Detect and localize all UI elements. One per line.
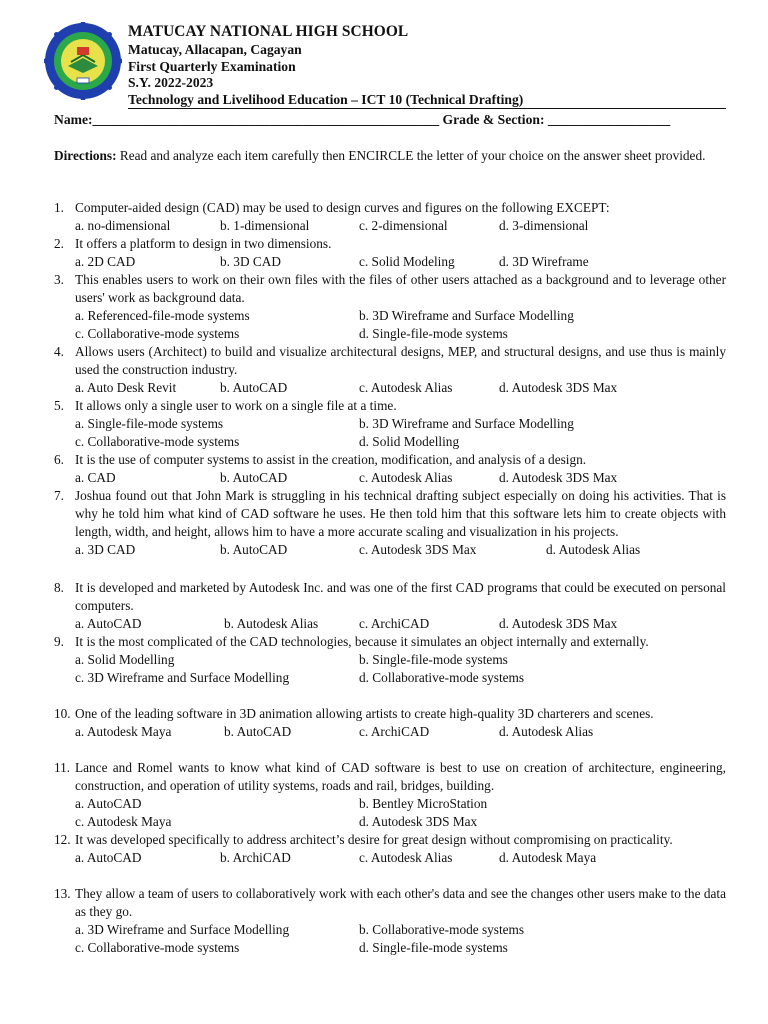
school-year: S.Y. 2022-2023	[128, 75, 214, 90]
question-number: 1.	[54, 200, 64, 215]
question-number: 12.	[54, 832, 71, 847]
option-d: d. Autodesk Alias	[546, 542, 641, 557]
option-c: c. Autodesk 3DS Max	[359, 542, 477, 557]
option-b: b. 3D Wireframe and Surface Modelling	[359, 308, 574, 323]
name-grade-section-line: Name:___________________________________________________ Grade & Section: __________________	[54, 112, 671, 127]
answer-options	[75, 615, 726, 633]
header-divider	[128, 108, 726, 109]
question-stem: Allows users (Architect) to build and visualize architectural designs, MEP, and structural designs, and use thus is mainly used the construction industry.	[75, 344, 726, 377]
option-a: a. Solid Modelling	[75, 652, 175, 667]
option-d: d. Autodesk Alias	[499, 724, 594, 739]
answer-options	[75, 723, 726, 741]
answer-options	[75, 541, 726, 559]
question-stem: It offers a platform to design in two dimensions.	[75, 236, 332, 251]
answer-options	[75, 849, 726, 867]
option-b: b. Single-file-mode systems	[359, 652, 508, 667]
option-a: a. Auto Desk Revit	[75, 380, 177, 395]
option-a: a. Autodesk Maya	[75, 724, 172, 739]
question-stem: This enables users to work on their own files with the files of other users attached as a background and to leverage other users' work as background data.	[75, 272, 726, 305]
option-b: b. 3D CAD	[220, 254, 281, 269]
option-c: c. ArchiCAD	[359, 616, 430, 631]
question-item	[54, 271, 726, 343]
question-number: 13.	[54, 886, 71, 901]
answer-options	[75, 307, 726, 325]
option-c: c. Collaborative-mode systems	[75, 940, 240, 955]
option-b: b. ArchiCAD	[220, 850, 291, 865]
option-a: a. 3D Wireframe and Surface Modelling	[75, 922, 290, 937]
directions-text: Read and analyze each item carefully then ENCIRCLE the letter of your choice on the answer sheet provided.	[116, 148, 706, 163]
question-stem: It is the use of computer systems to assist in the creation, modification, and analysis of a design.	[75, 452, 587, 467]
question-stem: It is the most complicated of the CAD technologies, because it simulates an object internally and externally.	[75, 634, 649, 649]
answer-options	[75, 325, 726, 343]
option-b: b. AutoCAD	[224, 724, 292, 739]
question-stem: It allows only a single user to work on a single file at a time.	[75, 398, 397, 413]
option-d: d. Single-file-mode systems	[359, 326, 508, 341]
question-item	[54, 885, 726, 957]
answer-options	[75, 253, 726, 271]
question-stem: Joshua found out that John Mark is struggling in his technical drafting subject especially on doing his activities. That is why he told him what kind of CAD software he uses. He then told him that this software lets him to create objects with length, width, and height, allows him to have a more accurate scaling and visualization in his projects.	[75, 488, 726, 539]
option-d: d. Autodesk Maya	[499, 850, 597, 865]
option-c: c. 3D Wireframe and Surface Modelling	[75, 670, 290, 685]
question-item	[54, 579, 726, 633]
option-d: d. 3-dimensional	[499, 218, 589, 233]
option-a: a. Referenced-file-mode systems	[75, 308, 250, 323]
exam-title: First Quarterly Examination	[128, 59, 296, 74]
answer-options	[75, 939, 726, 957]
question-item	[54, 397, 726, 451]
option-a: a. 3D CAD	[75, 542, 136, 557]
school-name: MATUCAY NATIONAL HIGH SCHOOL	[128, 23, 409, 40]
option-d: d. 3D Wireframe	[499, 254, 589, 269]
question-stem: It is developed and marketed by Autodesk Inc. and was one of the first CAD programs that could be executed on personal computers.	[75, 580, 726, 613]
subject-title: Technology and Livelihood Education – ICT 10 (Technical Drafting)	[128, 92, 524, 107]
question-number: 3.	[54, 272, 64, 287]
option-a: a. AutoCAD	[75, 850, 142, 865]
option-a: a. no-dimensional	[75, 218, 171, 233]
question-item	[54, 487, 726, 559]
directions-label: Directions:	[54, 148, 117, 163]
option-d: d. Autodesk 3DS Max	[499, 470, 618, 485]
option-a: a. AutoCAD	[75, 616, 142, 631]
option-b: b. AutoCAD	[220, 380, 288, 395]
option-c: c. 2-dimensional	[359, 218, 448, 233]
option-b: b. 1-dimensional	[220, 218, 310, 233]
option-d: d. Autodesk 3DS Max	[359, 814, 478, 829]
option-d: d. Autodesk 3DS Max	[499, 616, 618, 631]
option-c: c. Autodesk Alias	[359, 850, 453, 865]
question-item	[54, 343, 726, 397]
option-d: d. Solid Modelling	[359, 434, 460, 449]
question-item	[54, 759, 726, 831]
directions	[54, 147, 726, 165]
answer-options	[75, 379, 726, 397]
option-c: c. Autodesk Alias	[359, 380, 453, 395]
question-stem: It was developed specifically to address architect’s desire for great design without compromising on practicality.	[75, 832, 673, 847]
option-b: b. Autodesk Alias	[224, 616, 319, 631]
question-number: 7.	[54, 488, 64, 503]
answer-options	[75, 669, 726, 687]
school-seal-icon	[44, 22, 122, 100]
question-stem: Computer-aided design (CAD) may be used to design curves and figures on the following EXCEPT:	[75, 200, 610, 215]
question-stem: Lance and Romel wants to know what kind of CAD software is best to use on creation of architecture, engineering, construction, and operation of utility systems, roads and rail, bridges, building.	[75, 760, 726, 793]
question-number: 11.	[54, 760, 71, 775]
question-number: 6.	[54, 452, 64, 467]
question-number: 4.	[54, 344, 64, 359]
option-b: b. AutoCAD	[220, 542, 288, 557]
question-item	[54, 199, 726, 235]
option-a: a. AutoCAD	[75, 796, 142, 811]
option-b: b. Collaborative-mode systems	[359, 922, 525, 937]
answer-options	[75, 813, 726, 831]
question-number: 9.	[54, 634, 64, 649]
answer-options	[75, 469, 726, 487]
question-item	[54, 705, 726, 741]
option-d: d. Autodesk 3DS Max	[499, 380, 618, 395]
answer-options	[75, 921, 726, 939]
school-address: Matucay, Allacapan, Cagayan	[128, 42, 302, 57]
question-item	[54, 633, 726, 687]
option-c: c. Collaborative-mode systems	[75, 326, 240, 341]
option-b: b. 3D Wireframe and Surface Modelling	[359, 416, 574, 431]
option-c: c. Solid Modeling	[359, 254, 455, 269]
answer-options	[75, 795, 726, 813]
option-a: a. 2D CAD	[75, 254, 136, 269]
question-number: 2.	[54, 236, 64, 251]
question-stem: They allow a team of users to collaboratively work with each other's data and see the changes other users make to the data as they go.	[75, 886, 726, 919]
answer-options	[75, 217, 726, 235]
question-number: 10.	[54, 706, 71, 721]
question-item	[54, 451, 726, 487]
option-d: d. Collaborative-mode systems	[359, 670, 525, 685]
option-d: d. Single-file-mode systems	[359, 940, 508, 955]
question-number: 5.	[54, 398, 64, 413]
answer-options	[75, 433, 726, 451]
option-a: a. Single-file-mode systems	[75, 416, 224, 431]
question-number: 8.	[54, 580, 64, 595]
option-c: c. Autodesk Maya	[75, 814, 172, 829]
answer-options	[75, 415, 726, 433]
answer-options	[75, 651, 726, 669]
option-c: c. Autodesk Alias	[359, 470, 453, 485]
option-c: c. Collaborative-mode systems	[75, 434, 240, 449]
question-item	[54, 831, 726, 867]
option-c: c. ArchiCAD	[359, 724, 430, 739]
option-b: b. AutoCAD	[220, 470, 288, 485]
option-a: a. CAD	[75, 470, 116, 485]
question-item	[54, 235, 726, 271]
option-b: b. Bentley MicroStation	[359, 796, 488, 811]
question-stem: One of the leading software in 3D animation allowing artists to create high-quality 3D charterers and scenes.	[75, 706, 654, 721]
